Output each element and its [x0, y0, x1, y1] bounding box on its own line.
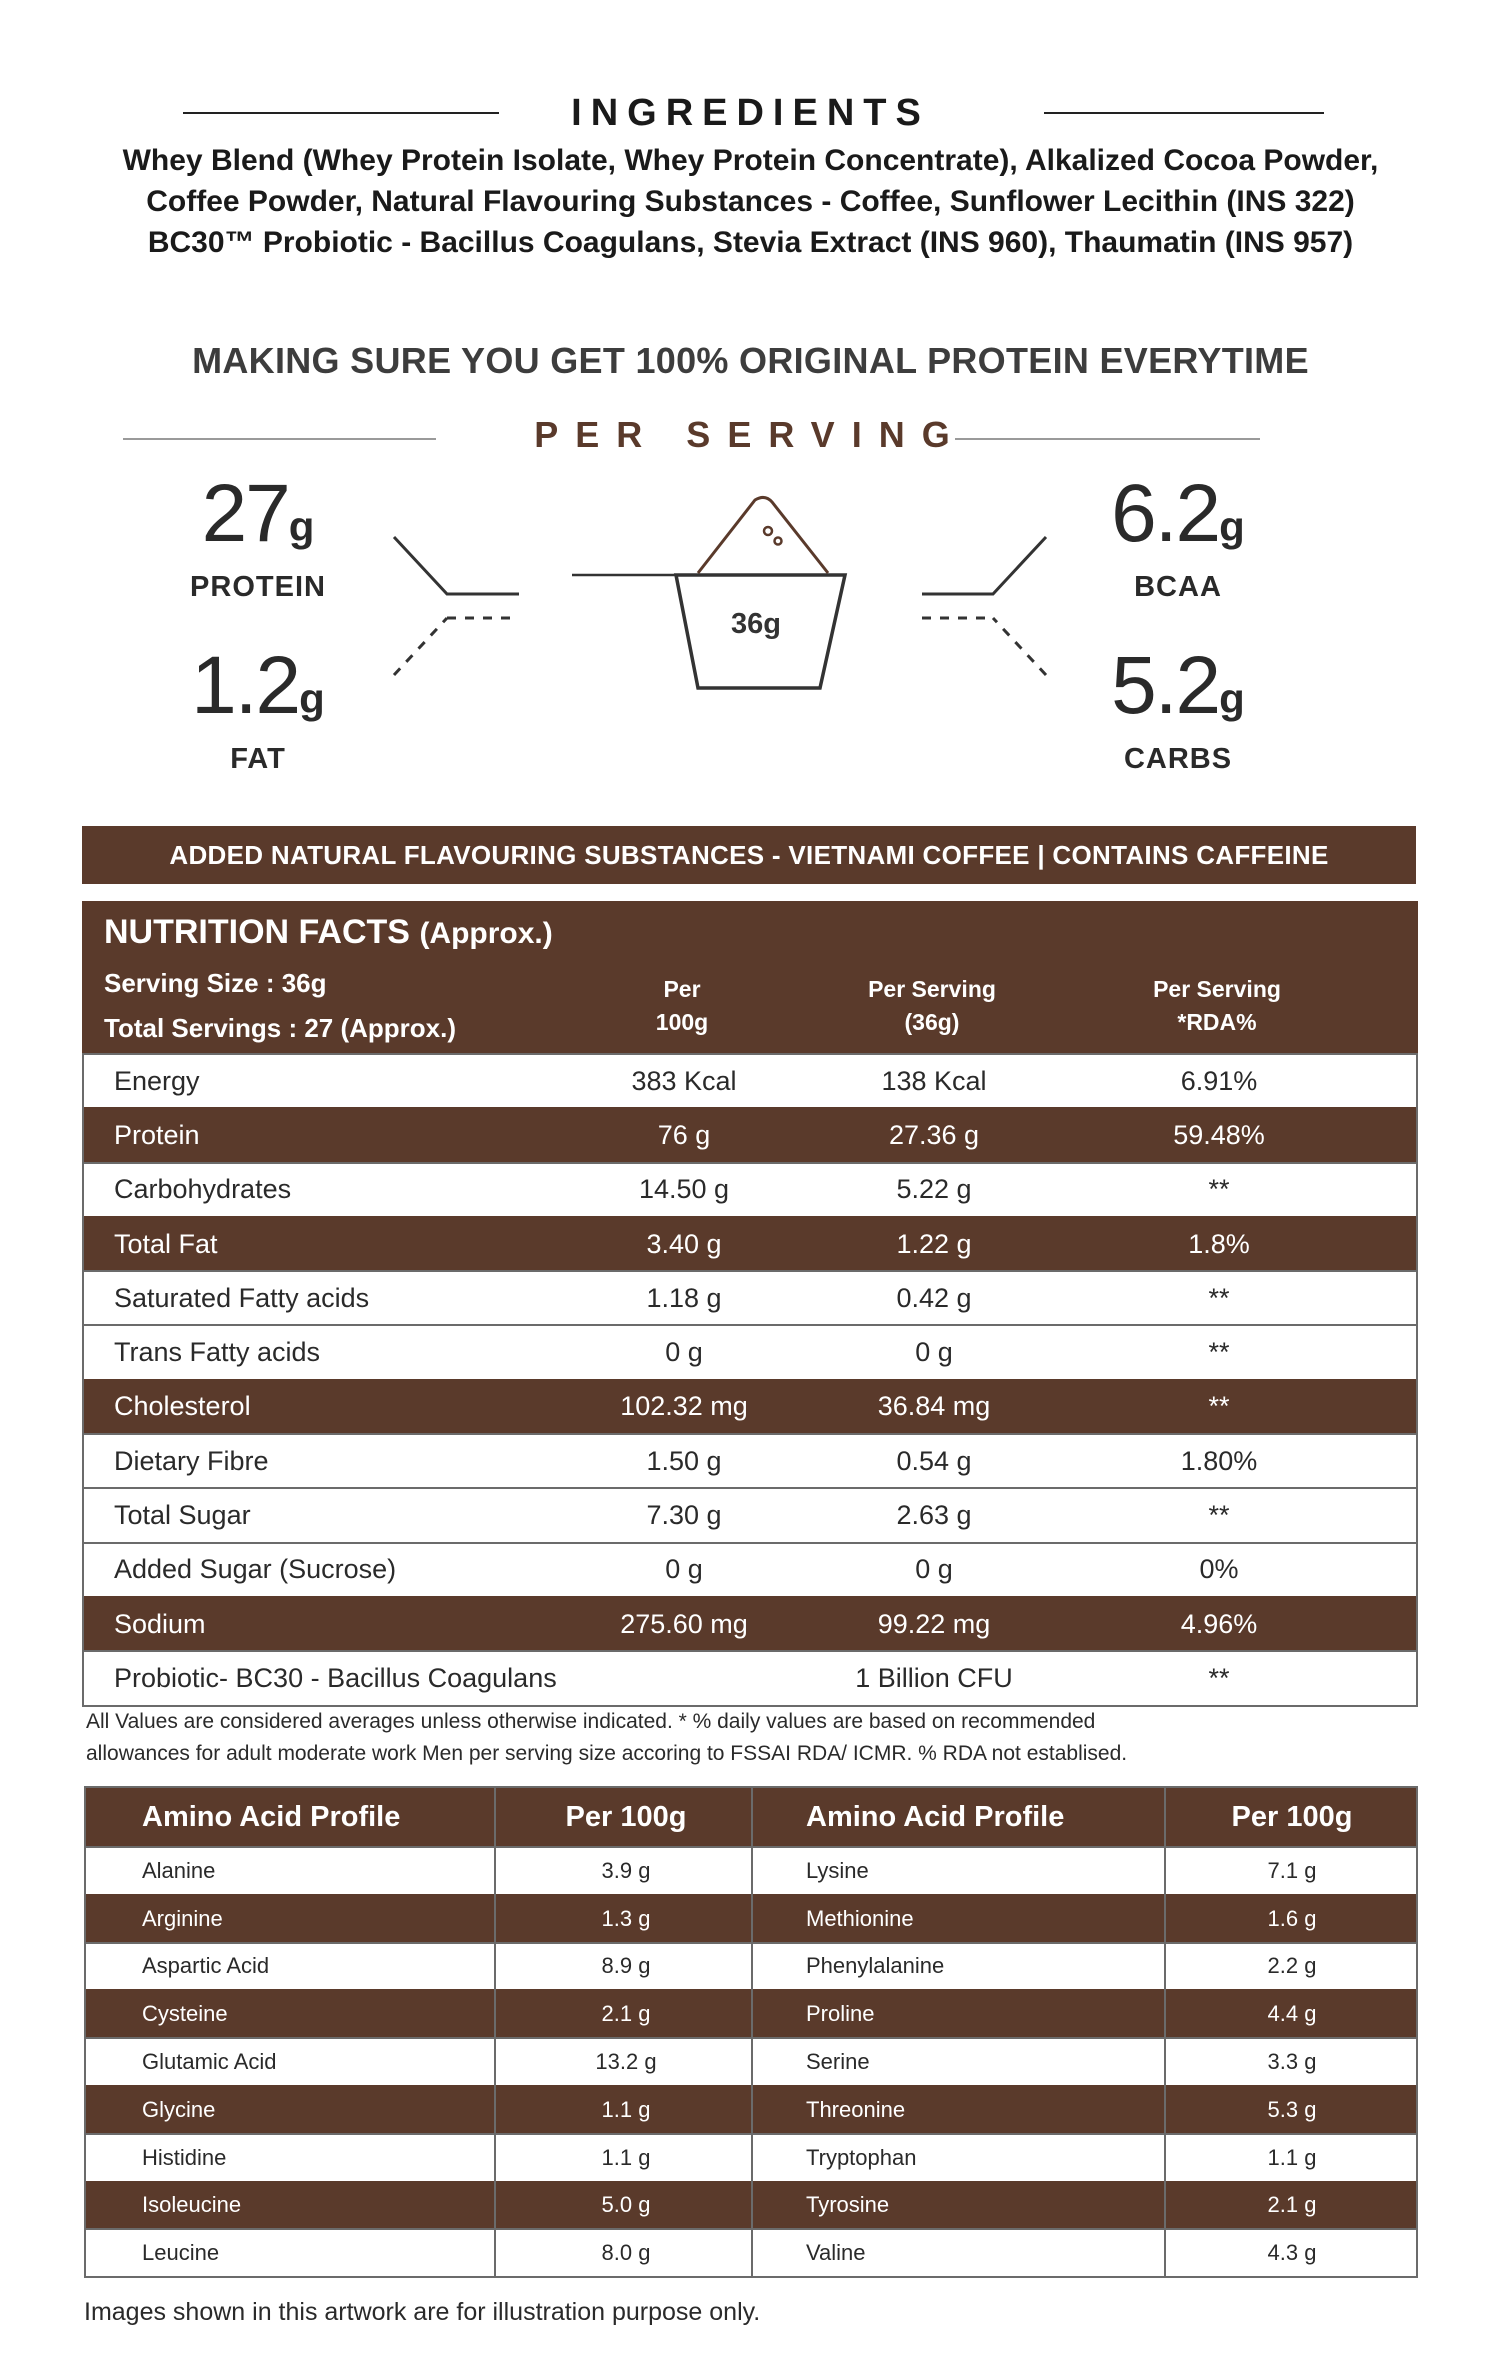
- col-header-rda: Per Serving *RDA%: [1153, 976, 1281, 1035]
- flavour-banner: ADDED NATURAL FLAVOURING SUBSTANCES - VIETNAMI COFFEE | CONTAINS CAFFEINE: [82, 826, 1416, 884]
- amino-value: 1.1 g: [601, 2144, 651, 2170]
- nutrition-facts: [82, 901, 1418, 1707]
- nutrition-row: [84, 1379, 1416, 1433]
- stat-label: FAT: [230, 743, 286, 775]
- nutrient-name: Energy: [114, 1065, 200, 1096]
- amino-acid-table: [84, 1786, 1418, 2278]
- scoop-label: 36g: [731, 608, 781, 640]
- footnote-line: All Values are considered averages unless otherwise indicated. * % daily values are based on recommended: [86, 1710, 1096, 1733]
- rda-value: **: [1208, 1500, 1230, 1531]
- ingredients-line: Coffee Powder, Natural Flavouring Substances - Coffee, Sunflower Lecithin (INS 322): [146, 185, 1355, 218]
- per-serving-header: [0, 414, 1501, 464]
- amino-value: 3.3 g: [1267, 2049, 1317, 2075]
- nutrition-row: [84, 1162, 1416, 1216]
- amino-col-header: Per 100g: [565, 1800, 687, 1833]
- stat-fat: [158, 642, 358, 775]
- amino-name: Alanine: [142, 1857, 216, 1883]
- amino-value: 5.3 g: [1267, 2096, 1317, 2122]
- nutrition-title: NUTRITION FACTS (Approx.): [104, 913, 553, 951]
- nutrition-row: [84, 1216, 1416, 1270]
- amino-value: 2.1 g: [601, 2001, 651, 2027]
- amino-col-header: Amino Acid Profile: [806, 1800, 1065, 1833]
- nutrition-row: [84, 1487, 1416, 1541]
- amino-value: 7.1 g: [1267, 1857, 1317, 1883]
- stat-value: 1.2g: [191, 640, 325, 731]
- stat-value: 5.2g: [1111, 640, 1245, 731]
- per-100g-value: 1.50 g: [646, 1445, 722, 1476]
- amino-value: 2.2 g: [1267, 1953, 1317, 1979]
- amino-value: 1.3 g: [601, 1905, 651, 1931]
- amino-name: Tyrosine: [806, 2192, 890, 2218]
- per-serving-value: 0 g: [915, 1554, 953, 1585]
- nutrient-name: Total Fat: [114, 1228, 218, 1259]
- per-100g-value: 383 Kcal: [631, 1065, 737, 1096]
- nutrition-row: [84, 1650, 1416, 1704]
- amino-name: Proline: [806, 2001, 875, 2027]
- nutrition-row: [84, 1596, 1416, 1650]
- nutrient-name: Sodium: [114, 1608, 206, 1639]
- rda-value: 4.96%: [1180, 1608, 1258, 1639]
- nutrition-row: [84, 1324, 1416, 1378]
- ingredients-title: INGREDIENTS: [571, 92, 930, 134]
- disclaimer: Images shown in this artwork are for illustration purpose only.: [84, 2298, 761, 2326]
- nutrition-row: [84, 1433, 1416, 1487]
- per-serving-value: 27.36 g: [888, 1119, 980, 1150]
- nutrition-row: [84, 1053, 1416, 1107]
- amino-name: Tryptophan: [806, 2144, 917, 2170]
- amino-value: 8.0 g: [601, 2240, 651, 2266]
- per-100g-value: 7.30 g: [646, 1500, 722, 1531]
- per-serving-value: 138 Kcal: [881, 1065, 987, 1096]
- amino-name: Aspartic Acid: [142, 1953, 270, 1979]
- amino-col-header: Amino Acid Profile: [142, 1800, 401, 1833]
- per-serving-title: PER SERVING: [534, 414, 967, 455]
- amino-name: Leucine: [142, 2240, 220, 2266]
- col-header-per100: Per 100g: [655, 976, 709, 1035]
- scoop-icon: [380, 480, 1120, 700]
- column-divider: [494, 1788, 496, 2276]
- nutrient-name: Dietary Fibre: [114, 1445, 269, 1476]
- amino-value: 5.0 g: [601, 2192, 651, 2218]
- per-100g-value: 1.18 g: [646, 1282, 722, 1313]
- per-serving-value: 1.22 g: [896, 1228, 972, 1259]
- nutrient-name: Added Sugar (Sucrose): [114, 1554, 397, 1585]
- amino-value: 3.9 g: [601, 1857, 651, 1883]
- nutrient-name: Total Sugar: [114, 1500, 251, 1531]
- per-serving-value: 0.54 g: [896, 1445, 972, 1476]
- ingredients-list: [40, 140, 1461, 263]
- per-100g-value: 102.32 mg: [620, 1391, 748, 1422]
- amino-name: Lysine: [806, 1857, 869, 1883]
- amino-value: 4.4 g: [1267, 2001, 1317, 2027]
- nutrition-row: [84, 1270, 1416, 1324]
- amino-value: 1.6 g: [1267, 1905, 1317, 1931]
- stat-value: 6.2g: [1111, 468, 1245, 559]
- rda-value: **: [1208, 1282, 1230, 1313]
- rda-value: **: [1208, 1662, 1230, 1693]
- amino-name: Glycine: [142, 2096, 216, 2122]
- ingredients-header: [0, 88, 1501, 140]
- per-100g-value: 3.40 g: [646, 1228, 722, 1259]
- amino-name: Valine: [806, 2240, 866, 2266]
- amino-value: 1.1 g: [1267, 2144, 1317, 2170]
- amino-name: Cysteine: [142, 2001, 228, 2027]
- ingredients-line: BC30™ Probiotic - Bacillus Coagulans, Stevia Extract (INS 960), Thaumatin (INS 957): [147, 226, 1354, 259]
- footnote: [86, 1706, 1426, 1770]
- column-divider: [1164, 1788, 1166, 2276]
- amino-name: Methionine: [806, 1905, 914, 1931]
- nutrient-name: Trans Fatty acids: [114, 1337, 321, 1368]
- amino-value: 1.1 g: [601, 2096, 651, 2122]
- amino-col-header: Per 100g: [1231, 1800, 1353, 1833]
- amino-name: Phenylalanine: [806, 1953, 945, 1979]
- per-100g-value: 0 g: [665, 1554, 703, 1585]
- serving-info: [104, 961, 456, 1051]
- amino-name: Glutamic Acid: [142, 2049, 277, 2075]
- total-servings: Total Servings : 27 (Approx.): [104, 1013, 457, 1043]
- nutrient-name: Protein: [114, 1119, 200, 1150]
- tagline: MAKING SURE YOU GET 100% ORIGINAL PROTEIN EVERYTIME: [192, 340, 1309, 381]
- serving-size: Serving Size : 36g: [104, 968, 327, 998]
- per-100g-value: 14.50 g: [638, 1174, 730, 1205]
- amino-value: 8.9 g: [601, 1953, 651, 1979]
- amino-name: Histidine: [142, 2144, 227, 2170]
- per-serving-value: 0 g: [915, 1337, 953, 1368]
- nutrition-row: [84, 1107, 1416, 1161]
- per-serving-value: 36.84 mg: [877, 1391, 991, 1422]
- nutrition-header: [82, 901, 1418, 1053]
- amino-name: Serine: [806, 2049, 870, 2075]
- rda-value: 59.48%: [1173, 1119, 1265, 1150]
- nutrient-name: Saturated Fatty acids: [114, 1282, 370, 1313]
- rda-value: 0%: [1199, 1554, 1239, 1585]
- nutrition-table: [82, 1053, 1418, 1707]
- stat-label: BCAA: [1134, 571, 1222, 603]
- nutrient-name: Cholesterol: [114, 1391, 251, 1422]
- per-serving-value: 1 Billion CFU: [855, 1662, 1013, 1693]
- amino-name: Isoleucine: [142, 2192, 242, 2218]
- rda-value: 6.91%: [1180, 1065, 1258, 1096]
- amino-value: 4.3 g: [1267, 2240, 1317, 2266]
- nutrient-name: Probiotic- BC30 - Bacillus Coagulans: [114, 1662, 557, 1693]
- per-serving-value: 99.22 mg: [877, 1608, 991, 1639]
- rda-value: 1.8%: [1188, 1228, 1250, 1259]
- nutrient-name: Carbohydrates: [114, 1174, 292, 1205]
- ingredients-line: Whey Blend (Whey Protein Isolate, Whey Protein Concentrate), Alkalized Cocoa Powder,: [122, 144, 1379, 177]
- per-serving-value: 2.63 g: [896, 1500, 972, 1531]
- amino-value: 2.1 g: [1267, 2192, 1317, 2218]
- nutrition-row: [84, 1542, 1416, 1596]
- stat-label: CARBS: [1123, 743, 1233, 775]
- amino-value: 13.2 g: [595, 2049, 657, 2075]
- per-100g-value: 275.60 mg: [620, 1608, 748, 1639]
- rda-value: 1.80%: [1180, 1445, 1258, 1476]
- per-serving-value: 0.42 g: [896, 1282, 972, 1313]
- rda-value: **: [1208, 1391, 1230, 1422]
- stat-protein: [158, 470, 358, 603]
- per-serving-value: 5.22 g: [896, 1174, 972, 1205]
- rda-value: **: [1208, 1337, 1230, 1368]
- amino-name: Threonine: [806, 2096, 906, 2122]
- footnote-line: allowances for adult moderate work Men per serving size accoring to FSSAI RDA/ ICMR. % RDA not establised.: [86, 1742, 1128, 1765]
- column-divider: [751, 1788, 753, 2276]
- amino-name: Arginine: [142, 1905, 223, 1931]
- per-100g-value: 76 g: [657, 1119, 711, 1150]
- stat-value: 27g: [201, 468, 315, 559]
- per-100g-value: 0 g: [665, 1337, 703, 1368]
- col-header-perserving: Per Serving (36g): [868, 976, 996, 1035]
- stat-label: PROTEIN: [190, 571, 326, 603]
- rda-value: **: [1208, 1174, 1230, 1205]
